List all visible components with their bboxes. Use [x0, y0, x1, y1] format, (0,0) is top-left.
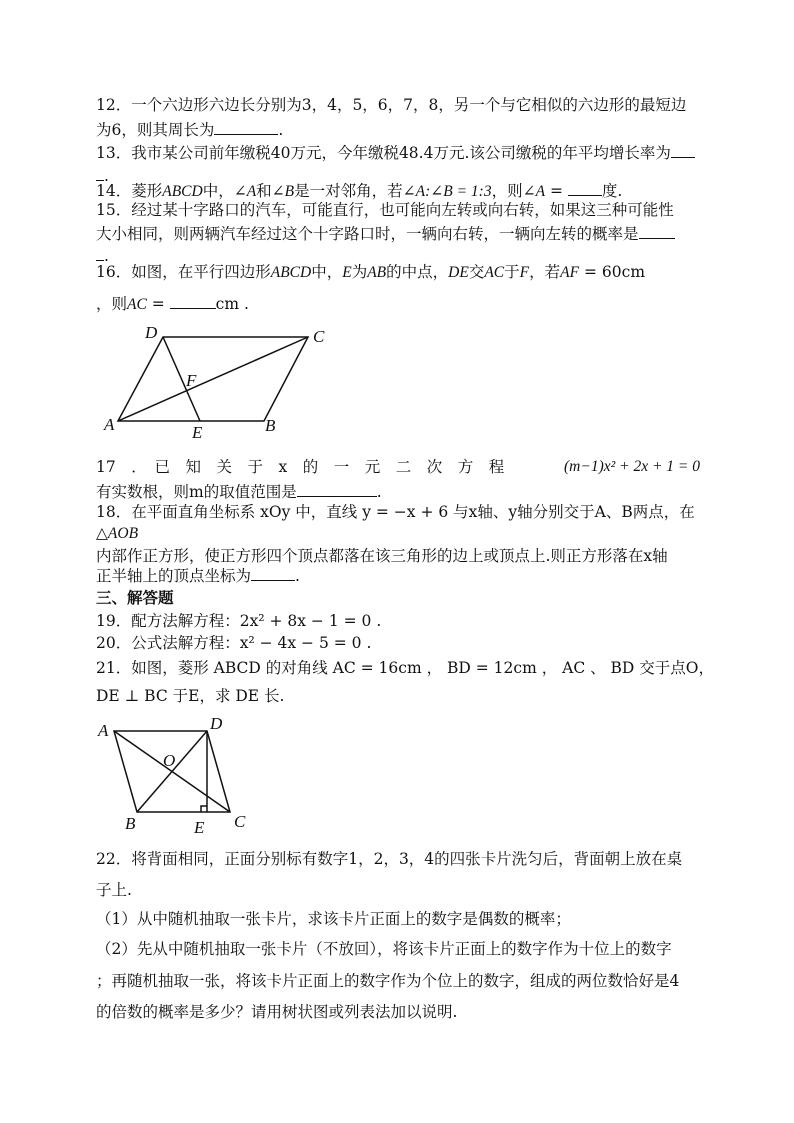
label-e: E	[194, 818, 205, 837]
q16-mid4: 交	[468, 263, 485, 281]
label-a: A	[98, 721, 109, 740]
q16-ac: AC	[484, 264, 505, 281]
q16-line2-pre: ，则	[96, 295, 128, 313]
label-b: B	[265, 416, 276, 435]
q15-end: .	[104, 247, 109, 265]
q16-unit: cm .	[215, 295, 249, 313]
q15-line1: 15．经过某十字路口的汽车，可能直行，也可能向左转或向右转，如果这三种可能性	[96, 201, 674, 219]
q14-mid2: 是一对邻角，若∠	[294, 182, 416, 200]
q18-text4: 正半轴上的顶点坐标为	[96, 567, 252, 585]
label-a: A	[104, 415, 115, 434]
q20-line: 20．公式法解方程：x² − 4x − 5 = 0 .	[96, 634, 372, 652]
label-o: O	[163, 751, 176, 770]
label-c: C	[313, 327, 325, 346]
q16-pre: 16．如图，在平行四边形	[96, 263, 271, 281]
q14-angle-a: A	[246, 183, 257, 200]
q14-eq: =	[545, 182, 568, 200]
q15-text: 大小相同，则两辆汽车经过这个十字路口时，一辆向右转，一辆向左转的概率是	[96, 225, 639, 243]
q13-end: .	[104, 167, 109, 185]
q12-end: .	[278, 121, 284, 139]
q13-text: 13．我市某公司前年缴税40万元，今年缴税48.4万元.该公司缴税的年平均增长率为	[96, 144, 671, 162]
q14-end: 度.	[601, 182, 623, 200]
q16-mid2: 为	[351, 263, 368, 281]
q22-line2: 子上.	[96, 881, 132, 899]
q16-ac2: AC	[127, 296, 147, 313]
q17-text: 17 ． 已 知 关 于 x 的 一 元 二 次 方 程	[96, 458, 505, 476]
q17-formula: (m−1)x² + 2x + 1 = 0	[564, 458, 701, 475]
q18-line3: 内部作正方形，使正方形四个顶点都落在该三角形的边上或顶点上.则正方形落在x轴	[96, 547, 668, 565]
q22-part1: （1）从中随机抽取一张卡片，求该卡片正面上的数字是偶数的概率；	[96, 910, 571, 928]
label-b: B	[125, 814, 136, 833]
q22-part2-line1: （2）先从中随机抽取一张卡片（不放回），将该卡片正面上的数字作为十位上的数字	[96, 940, 672, 958]
q16-f: F	[519, 264, 530, 281]
label-d: D	[145, 323, 158, 342]
q16-mid3: 的中点，	[386, 263, 449, 281]
q19-line: 19．配方法解方程：2x² + 8x − 1 = 0 .	[96, 612, 382, 630]
q16-de: DE	[448, 264, 469, 281]
q16-mid6: ，若	[529, 263, 561, 281]
label-f: F	[186, 371, 197, 390]
q16-ab: AB	[367, 264, 387, 281]
q16-af-value: = 60cm	[579, 263, 646, 281]
q12-line1: 12．一个六边形六边长分别为3，4，5，6，7，8，另一个与它相似的六边形的最短边	[96, 96, 687, 114]
q14-mid3: ，则∠	[491, 182, 536, 200]
q21-line2: DE ⊥ BC 于E，求 DE 长.	[96, 687, 285, 705]
q18-end: .	[295, 567, 300, 585]
q16-abcd: ABCD	[270, 264, 312, 281]
q18-line1: 18．在平面直角坐标系 xOy 中，直线 y = −x + 6 与x轴、y轴分别交于A、B两点，在	[96, 503, 695, 521]
q17-text2: 有实数根，则m的取值范围是	[96, 483, 297, 501]
diagonal-bd	[137, 731, 207, 812]
q14-mid: 中，∠	[202, 182, 247, 200]
q16-mid5: 于	[504, 263, 520, 281]
q22-line1: 22．将背面相同，正面分别标有数字1，2，3，4的四张卡片洗匀后，背面朝上放在桌	[96, 850, 683, 868]
label-c: C	[234, 812, 246, 831]
right-angle-mark	[201, 806, 207, 812]
label-d: D	[210, 714, 223, 733]
q22-part2-line3: 的倍数的概率是多少？请用树状图或列表法加以说明.	[96, 1003, 458, 1021]
q16-af: AF	[560, 264, 580, 281]
q14-ratio: A:∠B = 1:3	[415, 183, 492, 200]
q16-mid1: 中，	[311, 263, 343, 281]
q17-end: .	[376, 483, 382, 501]
q16-eq2: =	[146, 295, 170, 313]
q14-rhombus-name: ABCD	[162, 183, 203, 200]
q16-e: E	[342, 264, 352, 281]
section-3-heading: 三、解答题	[96, 588, 174, 607]
q22-part2-line2: ；再随机抽取一张，将该卡片正面上的数字作为个位上的数字，组成的两位数恰好是4	[96, 972, 680, 990]
q14-angle-a2: A	[535, 183, 546, 200]
q14-and: 和∠	[256, 182, 285, 200]
label-e: E	[192, 423, 203, 442]
q14-pre: 14．菱形	[96, 182, 163, 200]
q21-line1: 21．如图，菱形 ABCD 的对角线 AC = 16cm ， BD = 12cm ， AC 、 BD 交于点O，	[96, 659, 714, 677]
q12-text: 为6，则其周长为	[96, 121, 215, 139]
q18-line2: △AOB	[96, 525, 139, 542]
q14-angle-b: B	[284, 183, 295, 200]
